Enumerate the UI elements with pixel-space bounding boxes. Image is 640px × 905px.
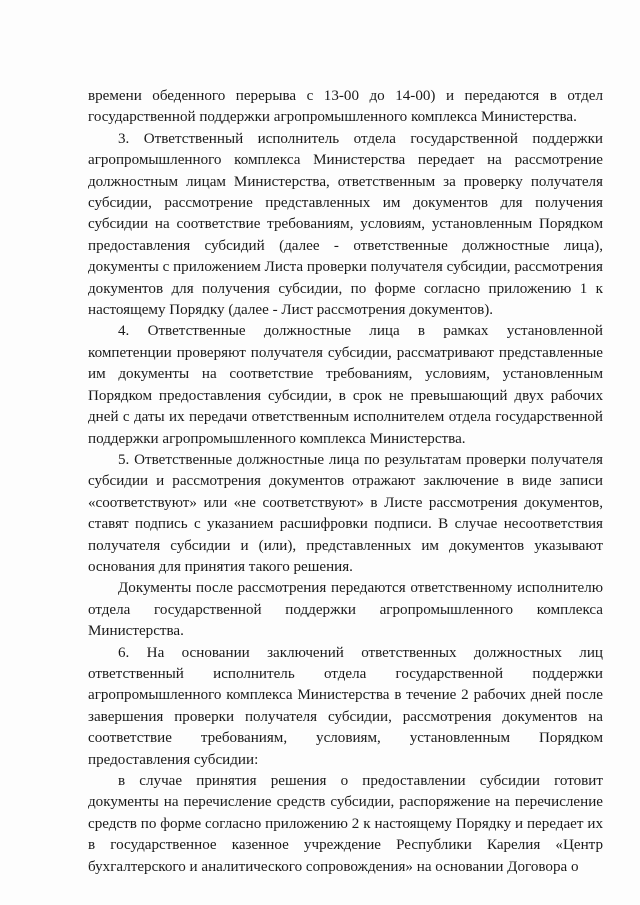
paragraph-continuation: времени обеденного перерыва с 13-00 до 14-00) и передаются в отдел государственной поддержки агропромышленного комплекса Министерства.: [88, 88, 603, 126]
paragraph-item-3: 3. Ответственный исполнитель отдела государственной поддержки агропромышленного комплекса Министерства передает на рассмотрение должностным лицам Министерства, ответственным за проверку получателя субсидии, рассмотрение представленных им документов для получения субсидии на соответствие требованиям, условиям, установленным Порядком предоставления субсидий (далее - ответственные должностные лица), документы с приложением Листа проверки получателя субсидии, рассмотрения документов для получения субсидии, по форме согласно приложению 1 к настоящему Порядку (далее - Лист рассмотрения документов).: [88, 130, 603, 319]
document-body: [88, 86, 603, 878]
paragraph-subsidy-decision: в случае принятия решения о предоставлении субсидии готовит документы на перечисление средств субсидии, распоряжение на перечисление средств по форме согласно приложению 2 к настоящему Порядку и передает их в государственное казенное учреждение Республики Карелия «Центр бухгалтерского и аналитического сопровождения» на основании Договора о: [88, 773, 603, 875]
paragraph-documents-transfer: Документы после рассмотрения передаются ответственному исполнителю отдела государственной поддержки агропромышленного комплекса Министерства.: [88, 580, 603, 640]
paragraph-item-4: 4. Ответственные должностные лица в рамках установленной компетенции проверяют получателя субсидии, рассматривают представленные им документы на соответствие требованиям, условиям, установленным Порядком предоставления субсидии, в срок не превышающий двух рабочих дней с даты их передачи ответственным исполнителем отдела государственной поддержки агропромышленного комплекса Министерства.: [88, 323, 603, 447]
paragraph-item-6: 6. На основании заключений ответственных должностных лиц ответственный исполнитель отдела государственной поддержки агропромышленного комплекса Министерства в течение 2 рабочих дней после завершения проверки получателя субсидии, рассмотрения документов на соответствие требованиям, условиям, установленным Порядком предоставления субсидии:: [88, 644, 603, 768]
paragraph-item-5: 5. Ответственные должностные лица по результатам проверки получателя субсидии и рассмотрения документов отражают заключение в виде записи «соответствуют» или «не соответствуют» в Листе рассмотрения документов, ставят подпись с указанием расшифровки подписи. В случае несоответствия получателя субсидии и (или), представленных им документов указывают основания для принятия такого решения.: [88, 451, 603, 575]
